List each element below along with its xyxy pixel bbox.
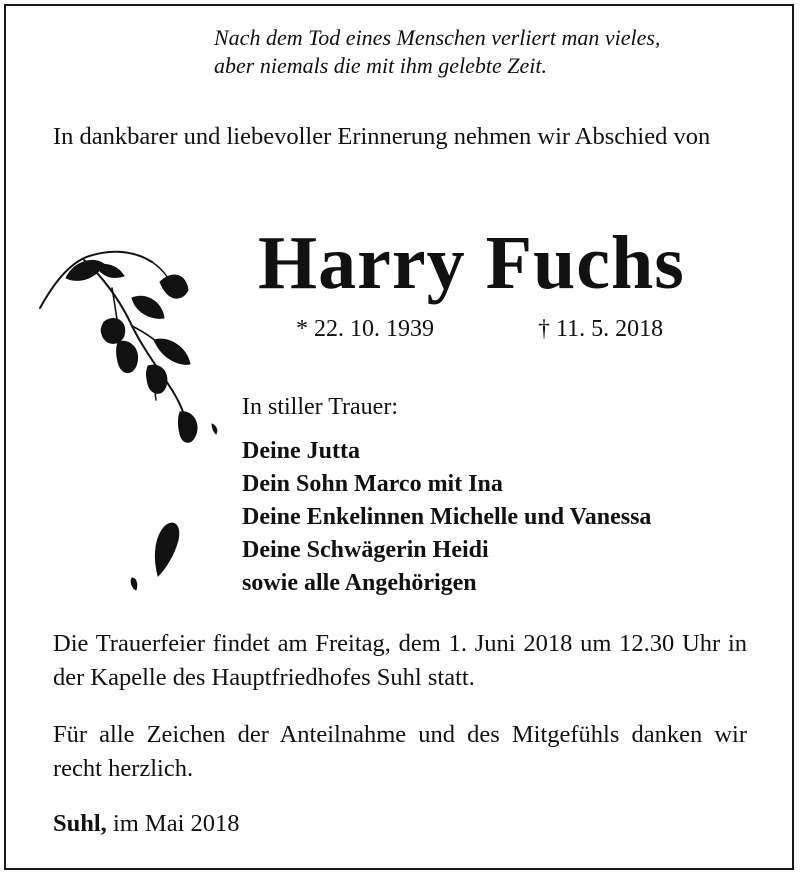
mourner-item: Deine Schwägerin Heidi (242, 537, 489, 563)
quote-line-2: aber niemals die mit ihm gelebte Zeit. (214, 53, 547, 78)
mourners-list (242, 435, 651, 600)
mourner-item: Deine Jutta (242, 438, 360, 464)
intro-text: In dankbarer und liebevoller Erinnerung nehmen wir Abschied von (53, 123, 711, 150)
birth-date: * 22. 10. 1939 (296, 316, 434, 342)
closing-place: Suhl, (53, 810, 107, 837)
funeral-info: Die Trauerfeier findet am Freitag, dem 1. Juni 2018 um 12.30 Uhr in der Kapelle des Hauptfriedhofes Suhl statt. (53, 630, 747, 691)
birch-branch-icon (32, 240, 232, 600)
quote-line-1: Nach dem Tod eines Menschen verliert man vieles, (214, 25, 661, 50)
closing-date: im Mai 2018 (112, 810, 240, 837)
mourner-item: Dein Sohn Marco mit Ina (242, 471, 503, 497)
thanks-text: Für alle Zeichen der Anteilnahme und des Mitgefühls danken wir recht herzlich. (53, 721, 747, 782)
death-date: † 11. 5. 2018 (538, 316, 664, 342)
mourner-item: sowie alle Angehörigen (242, 570, 477, 596)
deceased-name: Harry Fuchs (258, 221, 685, 305)
mourning-label: In stiller Trauer: (242, 394, 398, 420)
mourner-item: Deine Enkelinnen Michelle und Vanessa (242, 504, 652, 530)
epigraph-quote (214, 24, 774, 80)
closing-line (53, 807, 240, 841)
